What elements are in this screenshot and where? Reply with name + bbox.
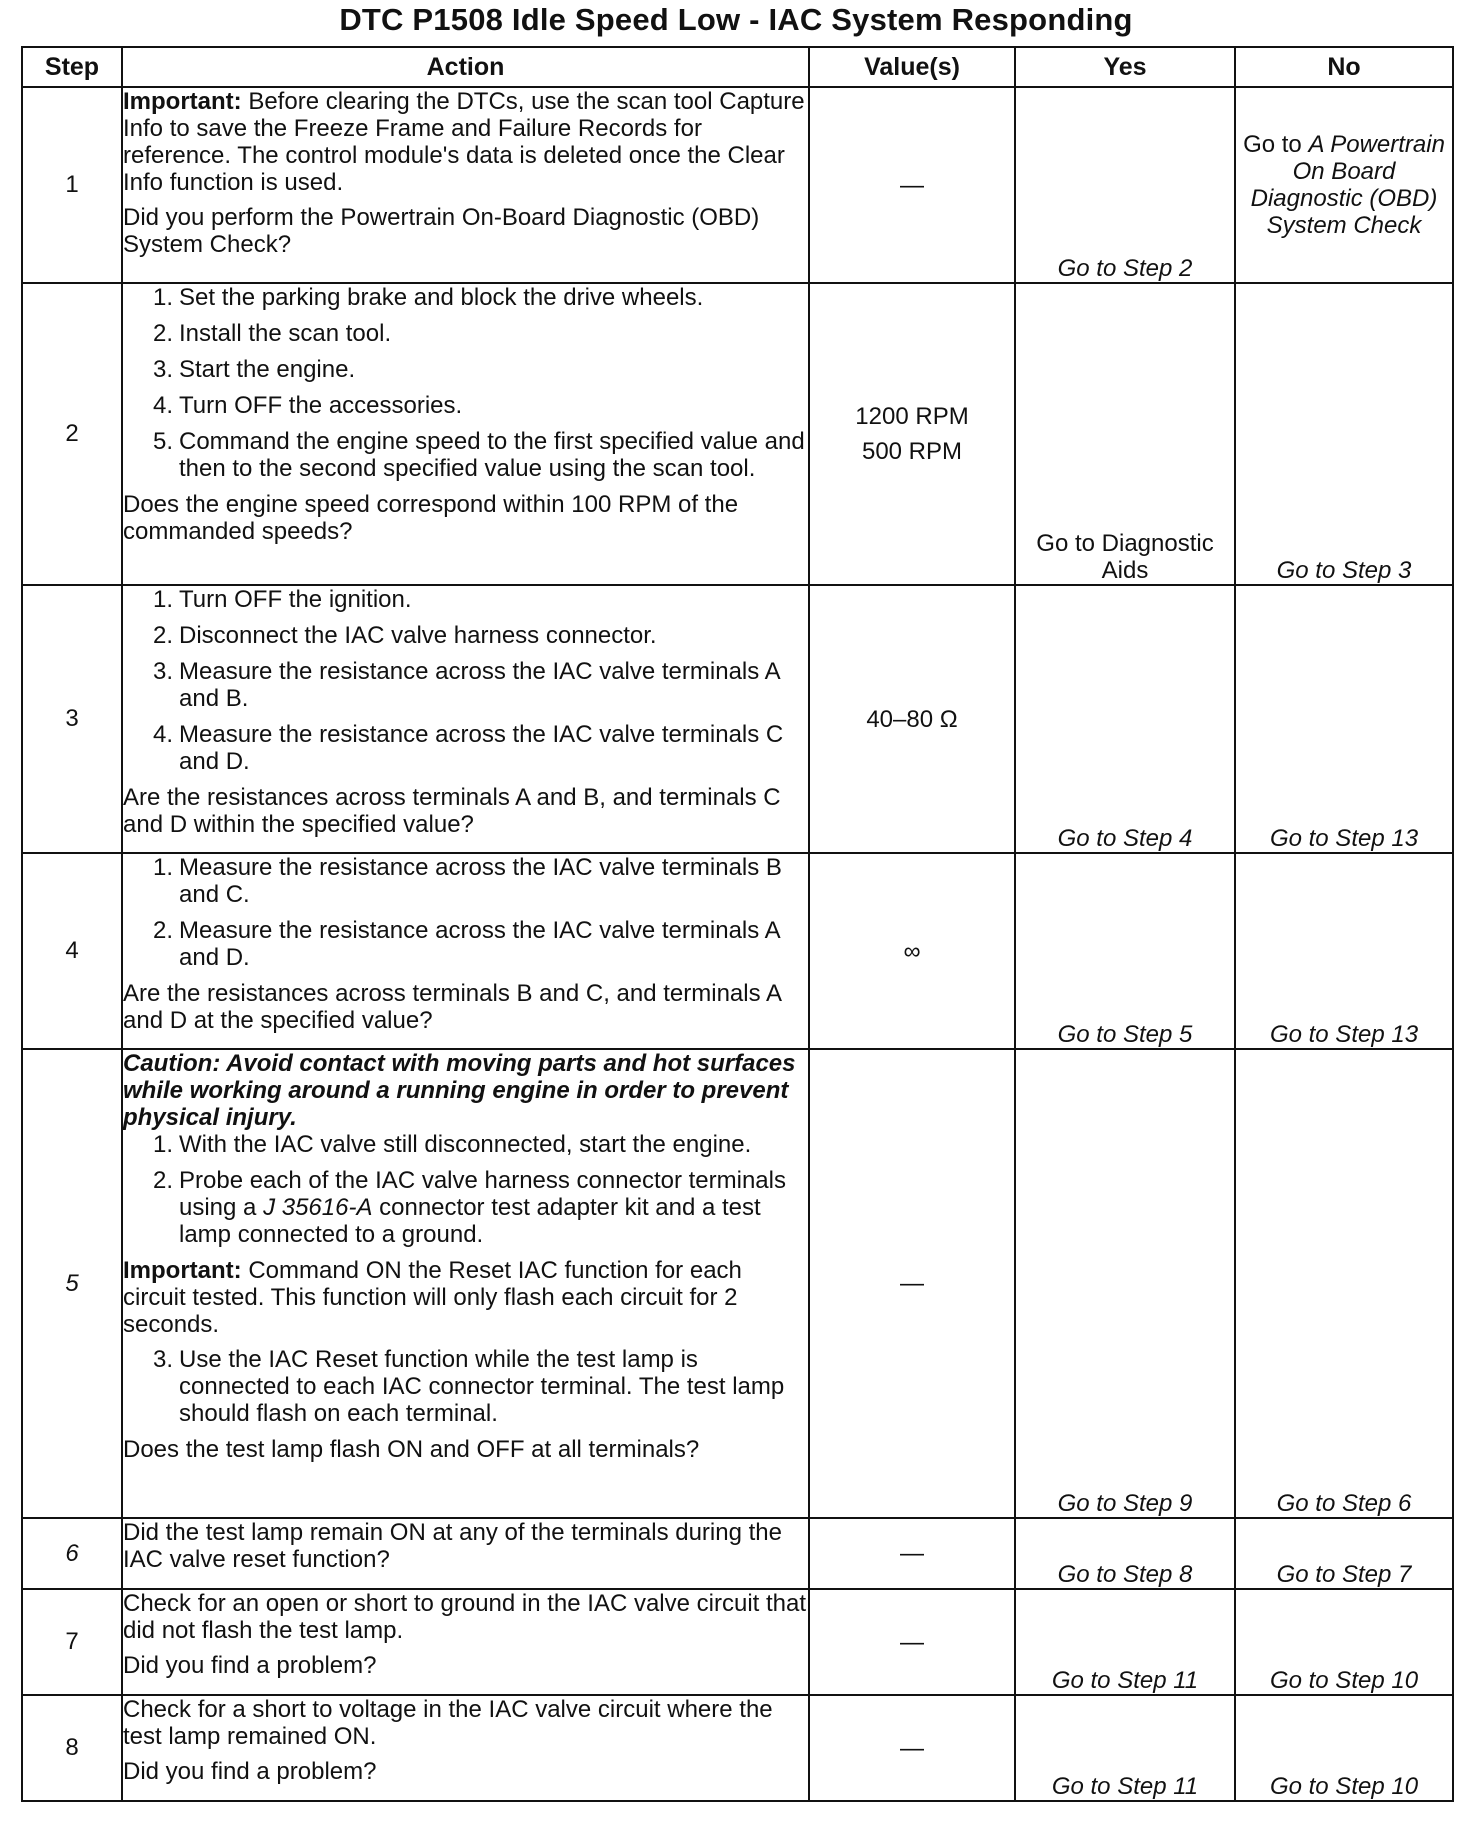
step-number: 3: [22, 585, 122, 853]
list-item: 3. Measure the resistance across the IAC valve terminals A and B.: [152, 658, 780, 712]
question-text: Are the resistances across terminals B and C, and terminals A and D at the specified value?: [123, 980, 781, 1034]
list-item: 2. Disconnect the IAC valve harness connector.: [152, 622, 657, 649]
value-cell: —: [809, 1589, 1015, 1695]
question-text: Did the test lamp remain ON at any of the terminals during the IAC valve reset function?: [123, 1519, 782, 1573]
no-cell: Go to Step 6: [1235, 1049, 1453, 1518]
value-cell: —: [809, 1695, 1015, 1801]
important-label: Important:: [123, 88, 242, 115]
instruction-text: Check for an open or short to ground in the IAC valve circuit that did not flash the test lamp.: [123, 1590, 807, 1644]
list-item: 4. Turn OFF the accessories.: [152, 392, 463, 419]
no-cell: Go to Step 10: [1235, 1589, 1453, 1695]
table-row-step-8: [22, 1695, 1453, 1801]
step-number: 8: [22, 1695, 122, 1801]
action-list: [123, 284, 808, 482]
page-title: DTC P1508 Idle Speed Low - IAC System Responding: [339, 2, 1133, 37]
yes-cell: Go to Step 9: [1015, 1049, 1235, 1518]
header-row: [22, 47, 1453, 87]
header-values: Value(s): [809, 47, 1015, 87]
step-number: 5: [22, 1049, 122, 1518]
action-cell: [122, 1695, 809, 1801]
list-item: 4. Measure the resistance across the IAC valve terminals C and D.: [152, 721, 784, 775]
action-cell: [122, 1589, 809, 1695]
yes-cell: Go to Step 8: [1015, 1518, 1235, 1589]
step-number: 2: [22, 283, 122, 585]
action-cell: [122, 853, 809, 1049]
table-row-step-1: [22, 87, 1453, 283]
action-cell: [122, 283, 809, 585]
value-cell: —: [809, 1049, 1015, 1518]
action-cell: [122, 1049, 809, 1518]
caution-note: Caution: Avoid contact with moving parts and hot surfaces while working around a running engine in order to prevent physical injury.: [123, 1050, 796, 1131]
value-cell: —: [809, 1518, 1015, 1589]
instruction-text: Check for a short to voltage in the IAC valve circuit where the test lamp remained ON.: [123, 1696, 773, 1750]
header-step: Step: [22, 47, 122, 87]
yes-cell: Go to Step 4: [1015, 585, 1235, 853]
value-cell: [809, 283, 1015, 585]
no-link: A Powertrain On Board Diagnostic (OBD) System Check: [1250, 131, 1445, 239]
table-row-step-5: [22, 1049, 1453, 1518]
table-row-step-3: [22, 585, 1453, 853]
question-text: Did you find a problem?: [123, 1652, 377, 1679]
yes-cell: Go to Step 11: [1015, 1589, 1235, 1695]
value-cell: 40–80 Ω: [809, 585, 1015, 853]
no-prefix: Go to: [1243, 131, 1309, 158]
no-cell: Go to Step 3: [1235, 283, 1453, 585]
step-number: 4: [22, 853, 122, 1049]
action-cell: [122, 87, 809, 283]
step-number: 6: [22, 1518, 122, 1589]
action-cell: [122, 1518, 809, 1589]
no-cell: Go to Step 13: [1235, 853, 1453, 1049]
list-item: 2. Install the scan tool.: [152, 320, 392, 347]
action-list: [123, 586, 808, 775]
important-note: [123, 88, 808, 196]
diagnostic-table: [21, 46, 1454, 1802]
important-note: [123, 1257, 808, 1338]
no-cell: Go to Step 10: [1235, 1695, 1453, 1801]
value-cell: ∞: [809, 853, 1015, 1049]
action-list: [123, 1131, 808, 1248]
header-yes: Yes: [1015, 47, 1235, 87]
header-action: Action: [122, 47, 809, 87]
question-text: Did you perform the Powertrain On-Board Diagnostic (OBD) System Check?: [123, 204, 760, 258]
yes-cell: Go to Diagnostic Aids: [1015, 283, 1235, 585]
list-item: 5. Command the engine speed to the first specified value and then to the second specified value using the scan tool.: [152, 428, 805, 482]
action-list: [123, 854, 808, 971]
table-row-step-6: [22, 1518, 1453, 1589]
yes-cell: Go to Step 5: [1015, 853, 1235, 1049]
question-text: Did you find a problem?: [123, 1758, 377, 1785]
no-cell: [1235, 87, 1453, 283]
yes-cell: Go to Step 2: [1015, 87, 1235, 283]
question-text: Does the engine speed correspond within 100 RPM of the commanded speeds?: [123, 491, 739, 545]
action-list: [123, 1346, 808, 1427]
action-cell: [122, 585, 809, 853]
yes-cell: Go to Step 11: [1015, 1695, 1235, 1801]
list-item: 2. Probe each of the IAC valve harness connector terminals using a J 35616-A connector test adapter kit and a test lamp connected to a ground.: [152, 1167, 786, 1248]
list-item: 3. Start the engine.: [152, 356, 356, 383]
list-item: 3. Use the IAC Reset function while the test lamp is connected to each IAC connector terminal. The test lamp should flash on each terminal.: [152, 1346, 785, 1427]
no-cell: Go to Step 7: [1235, 1518, 1453, 1589]
list-item: 1. Set the parking brake and block the drive wheels.: [152, 284, 704, 311]
question-text: Are the resistances across terminals A and B, and terminals C and D within the specified value?: [123, 784, 781, 838]
table-row-step-7: [22, 1589, 1453, 1695]
important-text: Command ON the Reset IAC function for each circuit tested. This function will only flash each circuit for 2 seconds.: [123, 1257, 742, 1338]
step-number: 7: [22, 1589, 122, 1695]
value-line: 1200 RPM: [855, 403, 969, 430]
value-cell: —: [809, 87, 1015, 283]
table-row-step-4: [22, 853, 1453, 1049]
list-item: 1. Measure the resistance across the IAC valve terminals B and C.: [152, 854, 782, 908]
list-item: 1. With the IAC valve still disconnected, start the engine.: [152, 1131, 752, 1158]
important-label: Important:: [123, 1257, 242, 1284]
step-number: 1: [22, 87, 122, 283]
table-row-step-2: [22, 283, 1453, 585]
list-item: 1. Turn OFF the ignition.: [152, 586, 412, 613]
question-text: Does the test lamp flash ON and OFF at all terminals?: [123, 1436, 700, 1463]
header-no: No: [1235, 47, 1453, 87]
tool-name: J 35616-A: [263, 1194, 373, 1221]
value-line: 500 RPM: [861, 438, 963, 465]
no-cell: Go to Step 13: [1235, 585, 1453, 853]
list-item: 2. Measure the resistance across the IAC valve terminals A and D.: [152, 917, 780, 971]
important-text: Before clearing the DTCs, use the scan tool Capture Info to save the Freeze Frame and Failure Records for reference. The control module's data is deleted once the Clear Info function is used.: [123, 88, 805, 196]
